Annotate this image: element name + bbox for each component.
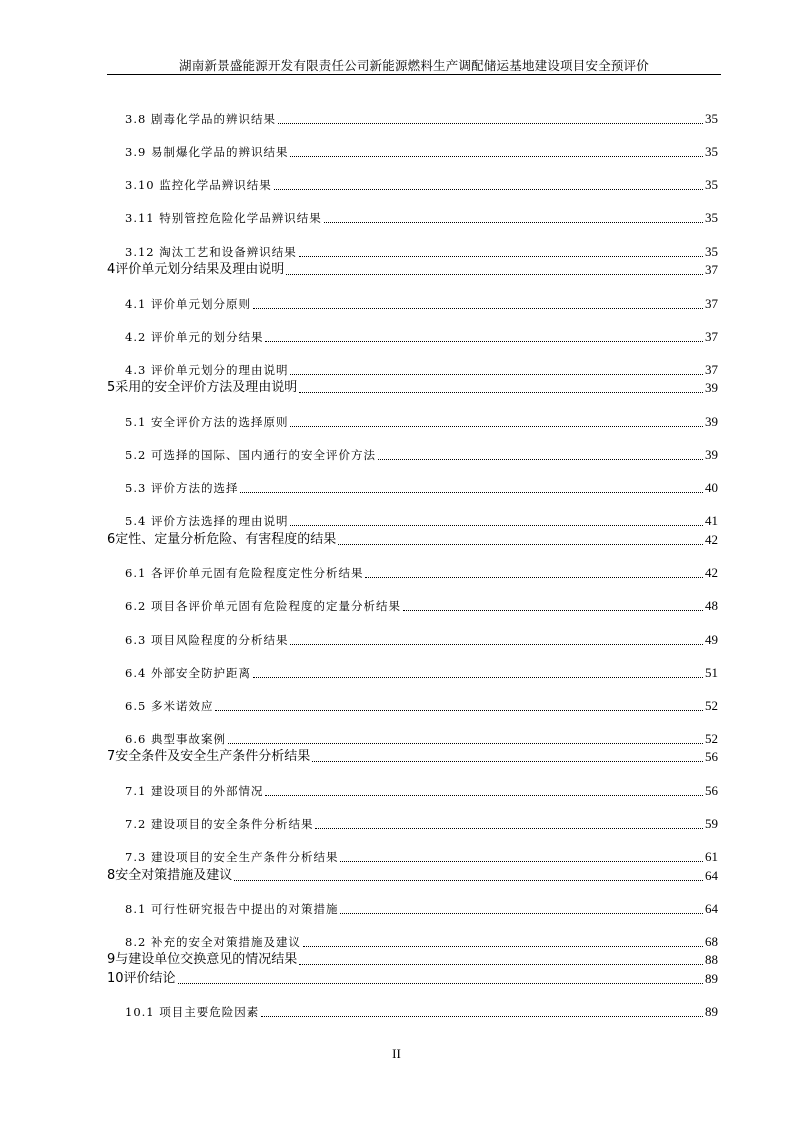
toc-entry[interactable]: [125, 933, 718, 951]
toc-entry-page: 42: [705, 565, 718, 580]
toc-entry-page: 35: [705, 177, 718, 192]
toc-entry-number: 5.4: [125, 514, 147, 528]
toc-entry-page: 88: [705, 952, 718, 967]
toc-leader-dots: [403, 610, 703, 611]
toc-entry-title: 定性、定量分析危险、有害程度的结果: [115, 532, 337, 547]
toc-entry-title: 淘汰工艺和设备辨识结果: [159, 245, 297, 259]
toc-entry-title: 补充的安全对策措施及建议: [150, 935, 301, 949]
toc-entry-title: 可选择的国际、国内通行的安全评价方法: [150, 448, 376, 462]
toc-entry[interactable]: [125, 848, 718, 866]
toc-entry-number: 6.5: [125, 699, 147, 713]
toc-entry-number: 5.3: [125, 481, 147, 495]
toc-entry-page: 35: [705, 111, 718, 126]
toc-entry-title: 建设项目的安全条件分析结果: [150, 817, 314, 831]
toc-entry-title: 评价结论: [123, 971, 176, 986]
toc-entry[interactable]: [125, 815, 718, 833]
toc-entry[interactable]: [125, 143, 718, 161]
toc-entry-number: 6.4: [125, 666, 147, 680]
toc-entry-title: 安全评价方法的选择原则: [150, 415, 289, 429]
toc-entry[interactable]: [125, 479, 718, 497]
toc-entry-title: 外部安全防护距离: [150, 666, 251, 680]
toc-entry[interactable]: [125, 512, 718, 530]
toc-entry-number: 8.1: [125, 902, 147, 916]
toc-entry-page: 35: [705, 244, 718, 259]
toc-leader-dots: [228, 743, 703, 744]
toc-entry-title: 多米诺效应: [150, 699, 214, 713]
toc-leader-dots: [340, 913, 703, 914]
toc-leader-dots: [338, 544, 703, 545]
toc-entry[interactable]: [125, 361, 718, 379]
toc-entry[interactable]: [125, 597, 718, 615]
toc-entry-number: 7: [107, 749, 116, 764]
toc-entry-number: 10.1: [125, 1005, 155, 1019]
toc-entry-number: 5.1: [125, 415, 147, 429]
toc-entry-title: 监控化学品辨识结果: [159, 178, 272, 192]
toc-entry-number: 6.2: [125, 599, 147, 613]
toc-entry-page: 35: [705, 210, 718, 225]
toc-entry-page: 56: [705, 783, 718, 798]
toc-leader-dots: [253, 677, 703, 678]
toc-entry-number: 3.9: [125, 145, 147, 159]
toc-entry-title: 建设项目的安全生产条件分析结果: [150, 850, 339, 864]
toc-entry[interactable]: [125, 782, 718, 800]
toc-entry-title: 评价单元划分的理由说明: [150, 363, 289, 377]
toc-entry[interactable]: [125, 413, 718, 431]
toc-entry-page: 37: [705, 362, 718, 377]
toc-entry-number: 6.3: [125, 633, 147, 647]
toc-leader-dots: [290, 426, 703, 427]
toc-entry-title: 安全条件及安全生产条件分析结果: [115, 749, 311, 764]
toc-leader-dots: [286, 274, 703, 275]
toc-entry-title: 特别管控危险化学品辨识结果: [159, 211, 322, 225]
toc-leader-dots: [290, 374, 703, 375]
toc-entry[interactable]: [107, 867, 718, 885]
toc-entry-number: 7.2: [125, 817, 147, 831]
toc-leader-dots: [253, 308, 703, 309]
toc-entry-title: 可行性研究报告中提出的对策措施: [150, 902, 339, 916]
toc-leader-dots: [278, 123, 703, 124]
toc-entry-number: 7.1: [125, 784, 147, 798]
toc-entry-title: 采用的安全评价方法及理由说明: [115, 380, 298, 395]
toc-entry-number: 3.8: [125, 112, 147, 126]
toc-entry-number: 3.10: [125, 178, 155, 192]
toc-entry-page: 52: [705, 698, 718, 713]
toc-entry-page: 59: [705, 816, 718, 831]
toc-entry[interactable]: [125, 446, 718, 464]
toc-entry-title: 评价方法选择的理由说明: [150, 514, 289, 528]
toc-entry-title: 项目风险程度的分析结果: [150, 633, 289, 647]
toc-entry-number: 4.3: [125, 363, 147, 377]
toc-entry-number: 6: [107, 532, 116, 547]
toc-leader-dots: [261, 1016, 703, 1017]
toc-entry-page: 51: [705, 665, 718, 680]
toc-entry-page: 52: [705, 731, 718, 746]
toc-leader-dots: [290, 525, 703, 526]
toc-entry[interactable]: [125, 631, 718, 649]
toc-entry-number: 8.2: [125, 935, 147, 949]
toc-entry[interactable]: [125, 730, 718, 748]
page-number: II: [392, 1046, 401, 1061]
toc-entry[interactable]: [125, 295, 718, 313]
toc-leader-dots: [340, 861, 703, 862]
toc-entry-number: 3.12: [125, 245, 155, 259]
toc-entry-number: 5.2: [125, 448, 147, 462]
toc-leader-dots: [265, 795, 703, 796]
toc-entry-title: 与建设单位交换意见的情况结果: [115, 952, 298, 967]
toc-entry[interactable]: [125, 243, 718, 261]
toc-leader-dots: [299, 256, 703, 257]
toc-entry[interactable]: [125, 564, 718, 582]
toc-leader-dots: [274, 189, 703, 190]
toc-entry-page: 64: [705, 868, 718, 883]
toc-entry[interactable]: [125, 900, 718, 918]
toc-entry[interactable]: [125, 176, 718, 194]
toc-leader-dots: [365, 577, 703, 578]
toc-entry[interactable]: [125, 209, 718, 227]
toc-entry[interactable]: [107, 970, 718, 988]
toc-entry[interactable]: [125, 1003, 718, 1021]
toc-entry-page: 41: [705, 513, 718, 528]
toc-entry-number: 3.11: [125, 211, 155, 225]
toc-entry-page: 61: [705, 849, 718, 864]
toc-entry[interactable]: [107, 951, 718, 969]
toc-entry-number: 8: [107, 868, 116, 883]
toc-entry-title: 剧毒化学品的辨识结果: [150, 112, 276, 126]
toc-entry-title: 各评价单元固有危险程度定性分析结果: [150, 566, 364, 580]
toc-entry-number: 9: [107, 952, 116, 967]
toc-entry-page: 35: [705, 144, 718, 159]
toc-entry-number: 6.6: [125, 732, 147, 746]
toc-entry-page: 64: [705, 901, 718, 916]
toc-entry[interactable]: [125, 328, 718, 346]
toc-entry-title: 易制爆化学品的辨识结果: [150, 145, 289, 159]
toc-entry-page: 68: [705, 934, 718, 949]
toc-entry-page: 48: [705, 598, 718, 613]
toc-entry-title: 评价方法的选择: [150, 481, 239, 495]
toc-entry-page: 37: [705, 262, 718, 277]
toc-entry-page: 39: [705, 414, 718, 429]
toc-leader-dots: [240, 492, 703, 493]
toc-entry-page: 56: [705, 749, 718, 764]
toc-entry-page: 89: [705, 971, 718, 986]
toc-leader-dots: [315, 828, 703, 829]
toc-leader-dots: [215, 710, 703, 711]
toc-entry-number: 5: [107, 380, 116, 395]
toc-entry-title: 安全对策措施及建议: [115, 868, 233, 883]
toc-leader-dots: [324, 222, 703, 223]
toc-entry-title: 评价单元的划分结果: [150, 330, 264, 344]
toc-entry-number: 4.1: [125, 297, 147, 311]
toc-leader-dots: [312, 761, 703, 762]
toc-entry-page: 39: [705, 447, 718, 462]
page-header: 湖南新景盛能源开发有限责任公司新能源燃料生产调配储运基地建设项目安全预评价: [179, 58, 649, 73]
toc-entry-title: 项目主要危险因素: [159, 1005, 260, 1019]
toc-entry-page: 49: [705, 632, 718, 647]
toc-leader-dots: [265, 341, 703, 342]
toc-entry[interactable]: [107, 531, 718, 549]
toc-entry-title: 评价单元划分原则: [150, 297, 251, 311]
toc-entry[interactable]: [107, 261, 718, 279]
toc-entry-page: 89: [705, 1004, 718, 1019]
toc-leader-dots: [290, 644, 703, 645]
toc-entry[interactable]: [107, 748, 718, 766]
toc-entry-number: 4: [107, 262, 116, 277]
toc-leader-dots: [378, 459, 703, 460]
toc-entry-title: 建设项目的外部情况: [150, 784, 264, 798]
toc-leader-dots: [178, 983, 703, 984]
toc-entry-title: 典型事故案例: [150, 732, 226, 746]
toc-entry[interactable]: [125, 110, 718, 128]
toc-entry-page: 40: [705, 480, 718, 495]
toc-entry-title: 项目各评价单元固有危险程度的定量分析结果: [150, 599, 401, 613]
toc-leader-dots: [299, 964, 703, 965]
toc-leader-dots: [234, 880, 703, 881]
toc-entry-page: 39: [705, 380, 718, 395]
toc-entry[interactable]: [125, 664, 718, 682]
toc-entry-number: 7.3: [125, 850, 147, 864]
toc-leader-dots: [299, 392, 703, 393]
toc-entry-number: 10: [107, 971, 124, 986]
toc-entry-number: 4.2: [125, 330, 147, 344]
toc-entry-number: 6.1: [125, 566, 147, 580]
toc-entry[interactable]: [125, 697, 718, 715]
toc-entry-title: 评价单元划分结果及理由说明: [115, 262, 285, 277]
toc-leader-dots: [290, 156, 703, 157]
toc-entry-page: 42: [705, 532, 718, 547]
toc-entry-page: 37: [705, 296, 718, 311]
toc-leader-dots: [303, 946, 703, 947]
toc-entry[interactable]: [107, 379, 718, 397]
toc-entry-page: 37: [705, 329, 718, 344]
